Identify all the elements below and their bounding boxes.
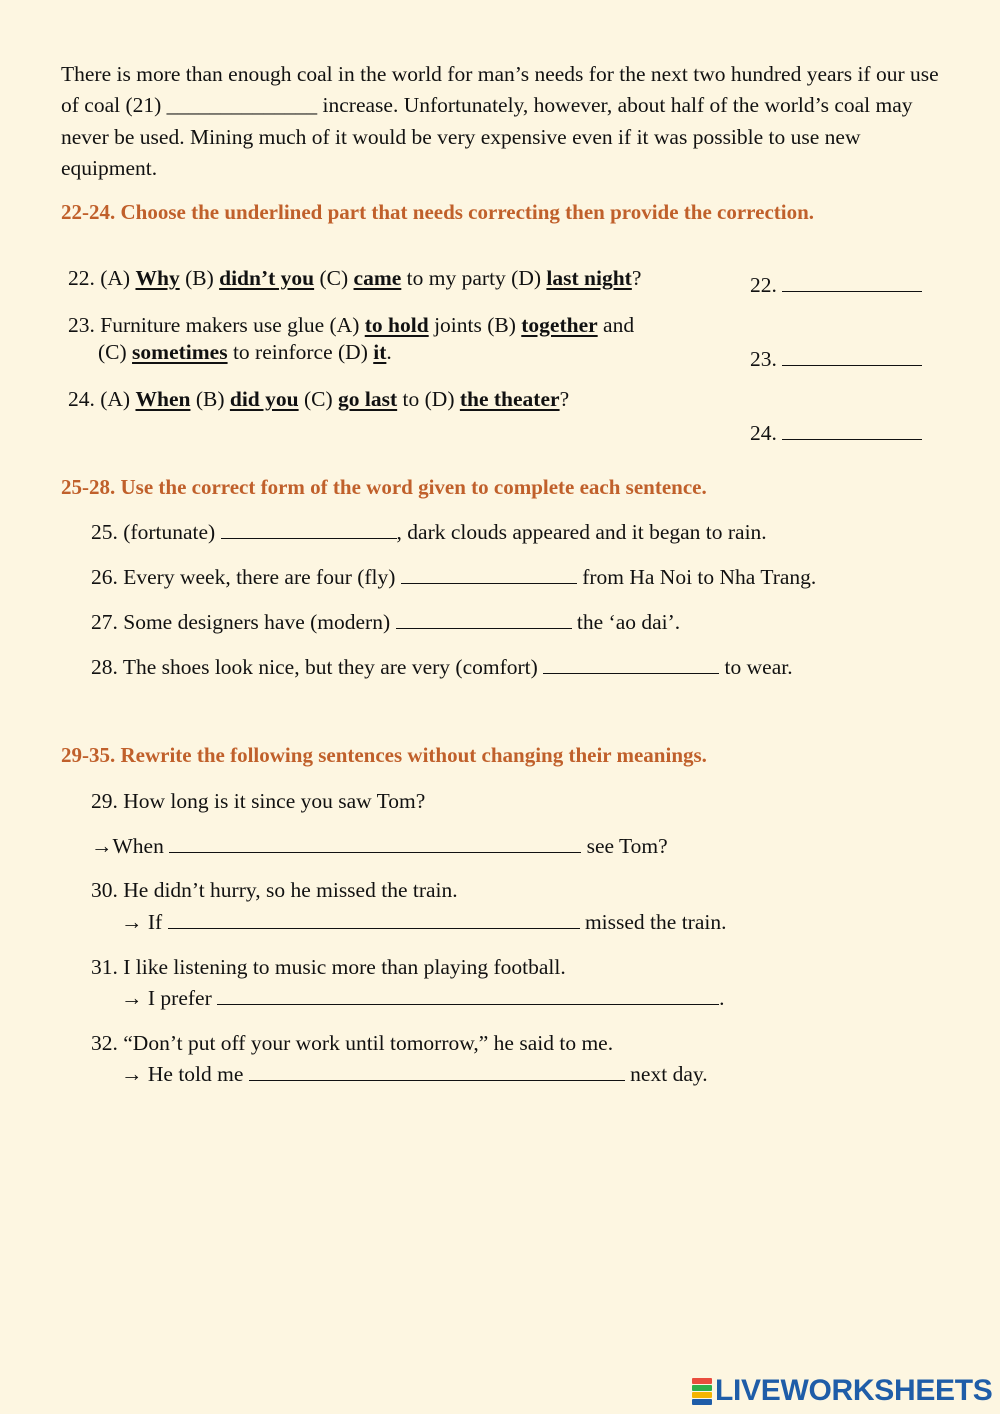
q27-prompt: 27. Some designers have (modern) <box>91 610 391 634</box>
q23-text-1: joints (B) <box>434 313 516 337</box>
q24-label-c: (C) <box>303 387 333 411</box>
question-24 <box>68 387 569 412</box>
q27-blank[interactable] <box>396 627 572 629</box>
q23-label: 23. Furniture makers use glue (A) <box>68 313 360 337</box>
question-30: 30. He didn’t hurry, so he missed the train. <box>91 878 458 902</box>
question-28 <box>91 655 793 680</box>
q24-middle-text: to (D) <box>402 387 455 411</box>
logo-mark-bar-4 <box>692 1399 712 1405</box>
q30-suffix: missed the train. <box>584 910 727 934</box>
q23-end: . <box>386 340 392 364</box>
q23-option-b[interactable]: together <box>521 313 598 337</box>
q29-blank[interactable] <box>169 851 581 853</box>
q32-arrow-prefix: → He told me <box>121 1062 244 1086</box>
answer-24-label: 24. <box>750 421 777 445</box>
q28-rest: to wear. <box>724 655 793 679</box>
q23-text-3: to reinforce (D) <box>232 340 368 364</box>
q22-label-b: (B) <box>185 266 214 290</box>
q24-option-d[interactable]: the theater <box>459 387 560 411</box>
q22-option-d[interactable]: last night <box>546 266 632 290</box>
question-29: 29. How long is it since you saw Tom? <box>91 789 426 813</box>
question-31: 31. I like listening to music more than playing football. <box>91 955 566 979</box>
q22-end: ? <box>631 266 642 290</box>
q22-middle-text: to my party (D) <box>406 266 542 290</box>
q25-blank[interactable] <box>221 537 397 539</box>
q26-rest: from Ha Noi to Nha Trang. <box>582 565 817 589</box>
answer-23 <box>750 347 922 372</box>
q23-option-a[interactable]: to hold <box>364 313 429 337</box>
q30-blank[interactable] <box>168 927 580 929</box>
question-25 <box>91 520 767 545</box>
answer-31 <box>121 986 724 1011</box>
q22-label: 22. (A) <box>68 266 131 290</box>
q31-arrow-prefix: → I prefer <box>121 986 212 1010</box>
q29-arrow-prefix: →When <box>91 834 164 858</box>
q23-option-c[interactable]: sometimes <box>132 340 228 364</box>
q31-suffix: . <box>719 986 725 1010</box>
liveworksheets-logo-icon <box>692 1378 712 1405</box>
q22-option-b[interactable]: didn’t you <box>219 266 315 290</box>
answer-24 <box>750 421 922 446</box>
liveworksheets-logo[interactable] <box>692 1373 993 1409</box>
q29-suffix: see Tom? <box>586 834 668 858</box>
q24-end: ? <box>559 387 570 411</box>
q23-text-2: and <box>603 313 635 337</box>
question-22 <box>68 266 641 291</box>
q25-prompt: 25. (fortunate) <box>91 520 216 544</box>
intro-passage: There is more than enough coal in the world for man’s needs for the next two hundred years if our use of coal (21) ______________ increase. Unfortunately, however, about half of the world’s coal may never be used. Mining much of it would be very expensive even if it was possible to use new equipment. <box>61 62 939 180</box>
answer-30 <box>121 910 726 935</box>
q27-rest: the ‘ao dai’. <box>576 610 681 634</box>
q28-blank[interactable] <box>543 672 719 674</box>
answer-23-label: 23. <box>750 347 777 371</box>
answer-24-blank[interactable] <box>782 438 922 440</box>
q24-option-a[interactable]: When <box>135 387 191 411</box>
q23-label-c: (C) <box>98 340 127 364</box>
q22-option-a[interactable]: Why <box>135 266 180 290</box>
q26-blank[interactable] <box>401 582 577 584</box>
q32-blank[interactable] <box>249 1079 625 1081</box>
answer-29 <box>91 834 668 859</box>
answer-22-label: 22. <box>750 273 777 297</box>
section-heading-29-35: 29-35. Rewrite the following sentences without changing their meanings. <box>61 743 707 767</box>
q25-rest: , dark clouds appeared and it began to rain. <box>396 520 767 544</box>
q32-suffix: next day. <box>630 1062 708 1086</box>
logo-mark-bar-3 <box>692 1392 712 1398</box>
q31-blank[interactable] <box>217 1003 719 1005</box>
q30-arrow-prefix: → If <box>121 910 163 934</box>
q24-option-c[interactable]: go last <box>338 387 398 411</box>
answer-22 <box>750 273 922 298</box>
q24-label: 24. (A) <box>68 387 131 411</box>
section-heading-22-24: 22-24. Choose the underlined part that needs correcting then provide the correction. <box>61 200 815 224</box>
q26-prompt: 26. Every week, there are four (fly) <box>91 565 396 589</box>
section-heading-25-28: 25-28. Use the correct form of the word given to complete each sentence. <box>61 475 707 499</box>
q24-label-b: (B) <box>195 387 225 411</box>
logo-mark-bar-2 <box>692 1385 712 1391</box>
q28-prompt: 28. The shoes look nice, but they are very (comfort) <box>91 655 538 679</box>
answer-23-blank[interactable] <box>782 364 922 366</box>
q22-label-c: (C) <box>319 266 349 290</box>
answer-22-blank[interactable] <box>782 290 922 292</box>
logo-text: LIVEWORKSHEETS <box>715 1374 993 1407</box>
question-32: 32. “Don’t put off your work until tomorrow,” he said to me. <box>91 1031 614 1055</box>
question-23-line-2 <box>98 340 392 365</box>
q22-option-c[interactable]: came <box>353 266 402 290</box>
question-27 <box>91 610 680 635</box>
question-26 <box>91 565 816 590</box>
logo-mark-bar-1 <box>692 1378 712 1384</box>
q24-option-b[interactable]: did you <box>229 387 299 411</box>
answer-32 <box>121 1062 708 1087</box>
question-23-line-1 <box>68 313 634 338</box>
q23-option-d[interactable]: it <box>373 340 387 364</box>
